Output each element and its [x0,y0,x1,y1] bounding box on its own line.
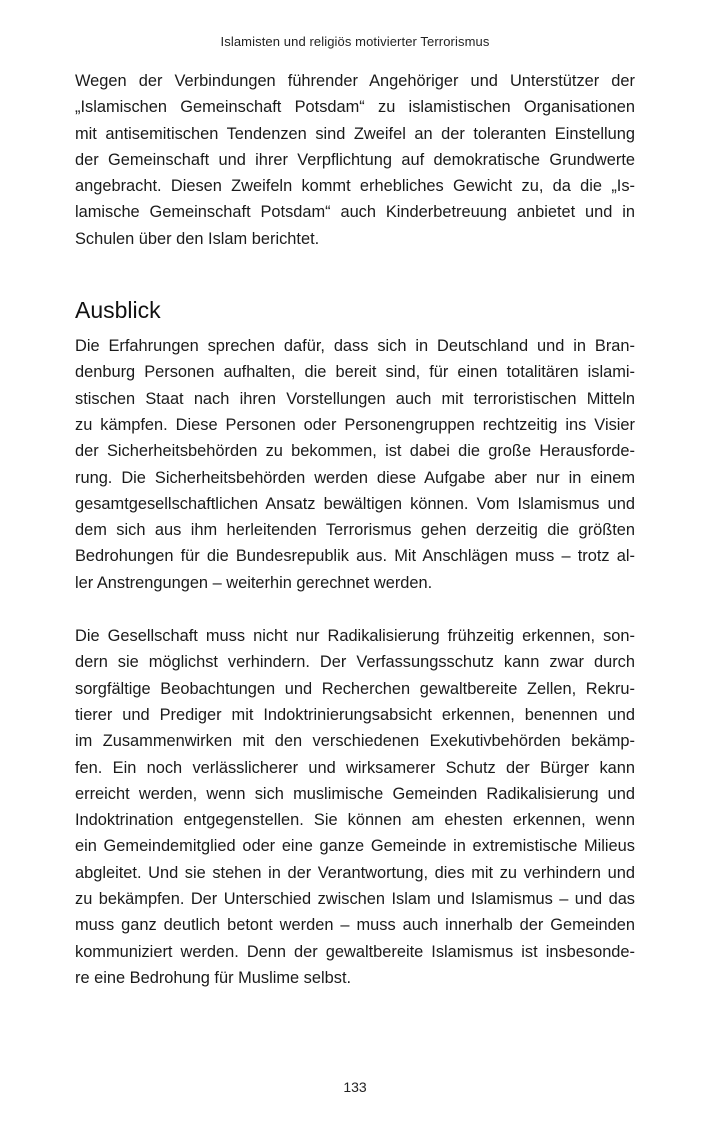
text-line: denburg Personen aufhalten, die bereit sind, für einen totalitären islami- [75,363,635,382]
text-line: dern sie möglichst verhindern. Der Verfassungsschutz kann zwar durch [75,653,635,672]
text-line: Die Gesellschaft muss nicht nur Radikalisierung frühzeitig erkennen, son- [75,627,635,646]
text-line: „Islamischen Gemeinschaft Potsdam“ zu islamistischen Organisationen [75,98,635,117]
text-line: kommuniziert werden. Denn der gewaltbereite Islamismus ist insbesonde- [75,942,635,961]
running-header: Islamisten und religiös motivierter Terrorismus [220,34,490,49]
ausblick-paragraph-1 [75,333,635,596]
text-line: sorgfältige Beobachtungen und Recherchen gewaltbereite Zellen, Rekru- [75,679,635,698]
text-line: zu kämpfen. Diese Personen oder Personengruppen rechtzeitig ins Visier [75,415,635,434]
page-body [75,68,635,991]
text-line: Schulen über den Islam berichtet. [75,229,320,248]
page-number: 133 [343,1079,367,1095]
text-line: angebracht. Diesen Zweifeln kommt erhebliches Gewicht zu, da die „Is- [75,177,635,196]
text-line: mit antisemitischen Tendenzen sind Zweifel an der toleranten Einstellung [75,124,635,143]
text-line: Die Erfahrungen sprechen dafür, dass sich in Deutschland und in Bran- [75,337,635,356]
text-line: im Zusammenwirken mit den verschiedenen Exekutivbehörden bekämp- [75,732,635,751]
text-line: re eine Bedrohung für Muslime selbst. [75,968,352,987]
text-line: Bedrohungen für die Bundesrepublik aus. Mit Anschlägen muss – trotz al- [75,547,635,566]
text-line: der Sicherheitsbehörden zu bekommen, ist dabei die große Herausforde- [75,442,635,461]
text-line: erreicht werden, wenn sich muslimische Gemeinden Radikalisierung und [75,784,635,803]
text-line: lamische Gemeinschaft Potsdam“ auch Kinderbetreuung anbietet und in [75,203,635,222]
text-line: rung. Die Sicherheitsbehörden werden diese Aufgabe aber nur in einem [75,468,635,487]
text-line: ein Gemeindemitglied oder eine ganze Gemeinde in extremistische Milieus [75,837,635,856]
text-line: Indoktrination entgegenstellen. Sie können am ehesten erkennen, wenn [75,811,635,830]
text-line: abgleitet. Und sie stehen in der Verantwortung, dies mit zu verhindern und [75,863,635,882]
text-line: der Gemeinschaft und ihrer Verpflichtung auf demokratische Grundwerte [75,150,635,169]
text-line: ler Anstrengungen – weiterhin gerechnet werden. [75,573,433,592]
text-line: fen. Ein noch verlässlicherer und wirksamerer Schutz der Bürger kann [75,758,635,777]
text-line: Wegen der Verbindungen führender Angehöriger und Unterstützer der [75,72,635,90]
text-line: muss ganz deutlich betont werden – muss auch innerhalb der Gemeinden [75,916,635,935]
text-line: dem sich aus ihm herleitenden Terrorismus gehen derzeitig die größten [75,521,635,540]
text-line: gesamtgesellschaftlichen Ansatz bewältigen können. Vom Islamismus und [75,494,635,513]
text-line: tierer und Prediger mit Indoktrinierungsabsicht erkennen, benennen und [75,705,635,724]
text-line: zu bekämpfen. Der Unterschied zwischen Islam und Islamismus – und das [75,890,635,909]
ausblick-paragraph-2 [75,623,635,991]
section-heading-ausblick: Ausblick [75,297,161,324]
text-line: stischen Staat nach ihren Vorstellungen auch mit terroristischen Mitteln [75,389,635,408]
intro-paragraph [75,68,635,252]
